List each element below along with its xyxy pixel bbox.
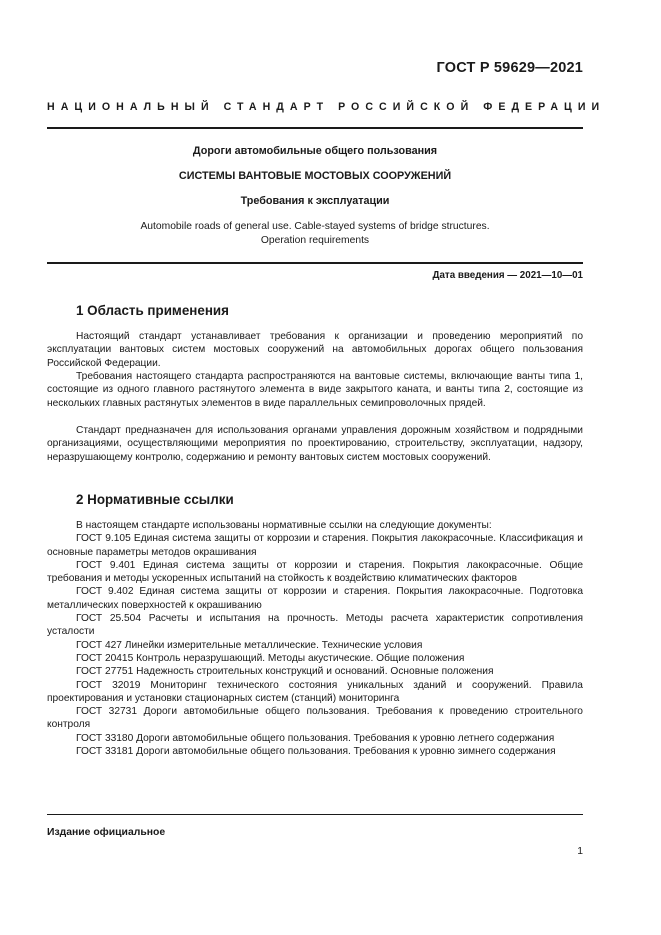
reference-item xyxy=(47,679,583,706)
reference-text: Единая система защиты от коррозии и старения. Покрытия лакокрасочные. Общие требования и методы ускоренных испытаний на стойкость к воздействию климатических факторов xyxy=(47,559,583,585)
reference-text: Контроль неразрушающий. Методы акустические. Общие положения xyxy=(136,652,465,664)
reference-code: ГОСТ 25.504 xyxy=(76,613,142,625)
section-2-title: 2 Нормативные ссылки xyxy=(76,492,234,507)
reference-code: ГОСТ 427 xyxy=(76,639,122,651)
title-line-3: Требования к эксплуатации xyxy=(240,195,390,207)
section-1-paragraph: Требования настоящего стандарта распространяются на вантовые системы, включающие ванты типа 1, состоящие из одного главного растянутого элемента в виде закрытого каната, и ванты типа 2, состоящие из нескольких главных растянутых элементов в виде параллельных семипроволочных прядей. xyxy=(47,371,583,409)
reference-text: Единая система защиты от коррозии и старения. Покрытия лакокрасочные. Подготовка металлических поверхностей к окрашиванию xyxy=(47,586,583,611)
reference-code: ГОСТ 27751 xyxy=(76,666,134,678)
reference-code: ГОСТ 33180 xyxy=(76,732,134,744)
header-rule xyxy=(47,127,583,129)
reference-text: Дороги автомобильные общего пользования. Требования к уровню зимнего содержания xyxy=(136,746,556,758)
reference-item xyxy=(47,745,583,758)
reference-text: Линейки измерительные металлические. Технические условия xyxy=(124,639,423,651)
reference-code: ГОСТ 33181 xyxy=(76,746,134,758)
reference-text: Надежность строительных конструкций и оснований. Основные положения xyxy=(136,666,494,678)
section-1-paragraph: Стандарт предназначен для использования органами управления дорожным хозяйством и подрядными организациями, осуществляющими мероприятия по проектированию, строительству, эксплуатации, надзору, неразрушающему контролю, содержанию и ремонту вантовых систем мостовых сооружений. xyxy=(47,425,583,463)
reference-code: ГОСТ 9.402 xyxy=(76,586,134,598)
reference-code: ГОСТ 32019 xyxy=(76,679,141,691)
english-title-line-2: Operation requirements xyxy=(260,235,370,246)
title-rule xyxy=(47,262,583,264)
reference-item xyxy=(47,612,583,639)
footer-rule xyxy=(47,814,583,815)
reference-text: Расчеты и испытания на прочность. Методы расчета характеристик сопротивления усталости xyxy=(47,613,583,638)
section-1-title: 1 Область применения xyxy=(76,303,229,318)
document-number: ГОСТ Р 59629—2021 xyxy=(436,60,583,76)
reference-item xyxy=(47,732,583,745)
reference-item xyxy=(47,652,583,665)
section-1-paragraph: Настоящий стандарт устанавливает требования к организации и проведению мероприятий по эксплуатации вантовых систем мостовых сооружений на автомобильных дорогах общего пользования Российской Федерации. xyxy=(47,331,583,369)
title-line-2: СИСТЕМЫ ВАНТОВЫЕ МОСТОВЫХ СООРУЖЕНИЙ xyxy=(178,170,452,182)
reference-text: Мониторинг технического состояния уникальных зданий и сооружений. Правила проектирования и установки стационарных систем (станций) мониторинга xyxy=(47,679,583,704)
english-title-line-1: Automobile roads of general use. Cable-stayed systems of bridge structures. xyxy=(140,221,490,232)
references-intro: В настоящем стандарте использованы нормативные ссылки на следующие документы: xyxy=(76,520,492,531)
reference-item xyxy=(47,705,583,732)
introduction-date: Дата введения — 2021—10—01 xyxy=(432,270,583,281)
reference-code: ГОСТ 9.401 xyxy=(76,559,136,571)
english-title xyxy=(47,220,583,248)
reference-item xyxy=(47,559,583,586)
reference-code: ГОСТ 32731 xyxy=(76,706,138,718)
reference-text: Единая система защиты от коррозии и старения. Покрытия лакокрасочные. Классификация и основные параметры методов окрашивания xyxy=(47,533,584,558)
title-line-1: Дороги автомобильные общего пользования xyxy=(192,145,438,157)
reference-code: ГОСТ 9.105 xyxy=(76,533,131,545)
reference-text: Дороги автомобильные общего пользования. Требования к проведению строительного контроля xyxy=(47,706,583,731)
reference-code: ГОСТ 20415 xyxy=(76,652,134,664)
reference-item xyxy=(47,639,583,652)
reference-item xyxy=(47,532,583,559)
national-standard-heading: НАЦИОНАЛЬНЫЙ СТАНДАРТ РОССИЙСКОЙ ФЕДЕРАЦИИ xyxy=(47,101,606,113)
page-number: 1 xyxy=(577,846,583,857)
reference-text: Дороги автомобильные общего пользования. Требования к уровню летнего содержания xyxy=(136,732,555,744)
reference-item xyxy=(47,585,583,612)
official-edition-label: Издание официальное xyxy=(47,827,166,838)
normative-references xyxy=(47,519,583,758)
reference-item xyxy=(47,665,583,678)
